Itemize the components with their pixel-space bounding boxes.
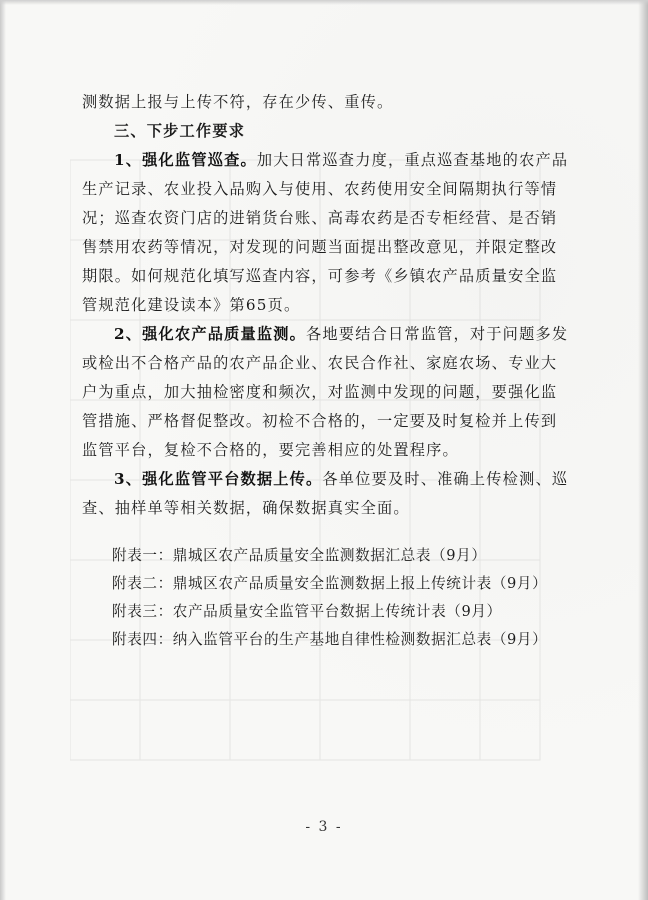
attachment-2: 附表二：鼎城区农产品质量安全监测数据上报上传统计表（9月） <box>112 575 548 592</box>
item-2-line-2: 户为重点，加大抽检密度和频次，对监测中发现的问题，要强化监 <box>82 383 558 401</box>
item-1-first-line <box>114 150 604 170</box>
item-3-title: 3、强化监管平台数据上传。 <box>114 470 323 488</box>
item-1-line-4: 期限。如何规范化填写巡查内容，可参考《乡镇农产品质量安全监 <box>82 267 558 285</box>
continuation-text: 测数据上报与上传不符，存在少传、重传。 <box>82 93 394 111</box>
item-3-line-1: 查、抽样单等相关数据，确保数据真实全面。 <box>82 499 410 517</box>
item-2-line-0: 各地要结合日常监管，对于问题多发 <box>306 325 569 343</box>
scan-edge-right <box>638 0 648 900</box>
page-number: - 3 - <box>305 819 343 835</box>
item-1-line-1: 生产记录、农业投入品购入与使用、农药使用安全间隔期执行等情 <box>82 180 558 198</box>
scan-edge-left <box>0 0 6 900</box>
item-1-line-3: 售禁用农药等情况，对发现的问题当面提出整改意见，并限定整改 <box>82 238 558 256</box>
item-2-first-line <box>114 324 604 344</box>
attachment-4: 附表四：纳入监管平台的生产基地自律性检测数据汇总表（9月） <box>112 631 548 648</box>
attachment-1: 附表一：鼎城区农产品质量安全监测数据汇总表（9月） <box>112 547 487 564</box>
attachment-3: 附表三：农产品质量安全监管平台数据上传统计表（9月） <box>112 603 502 620</box>
item-3-line-0: 各单位要及时、准确上传检测、巡 <box>322 470 569 488</box>
scan-edge-top <box>0 0 648 5</box>
item-2-line-1: 或检出不合格产品的农产品企业、农民合作社、家庭农场、专业大 <box>82 354 558 372</box>
item-2-line-3: 管措施、严格督促整改。初检不合格的，一定要及时复检并上传到 <box>82 412 558 430</box>
item-2-title: 2、强化农产品质量监测。 <box>114 325 307 343</box>
item-1-line-5: 管规范化建设读本》第65页。 <box>82 296 301 314</box>
item-3-first-line <box>114 469 604 489</box>
item-1-line-0: 加大日常巡查力度，重点巡查基地的农产品 <box>256 151 569 169</box>
item-2-line-4: 监管平台，复检不合格的，要完善相应的处置程序。 <box>82 441 459 459</box>
item-1-title: 1、强化监管巡查。 <box>114 151 257 169</box>
section-heading: 三、下步工作要求 <box>114 122 246 140</box>
item-1-line-2: 况；巡查农资门店的进销货台账、高毒农药是否专柜经营、是否销 <box>82 209 558 227</box>
